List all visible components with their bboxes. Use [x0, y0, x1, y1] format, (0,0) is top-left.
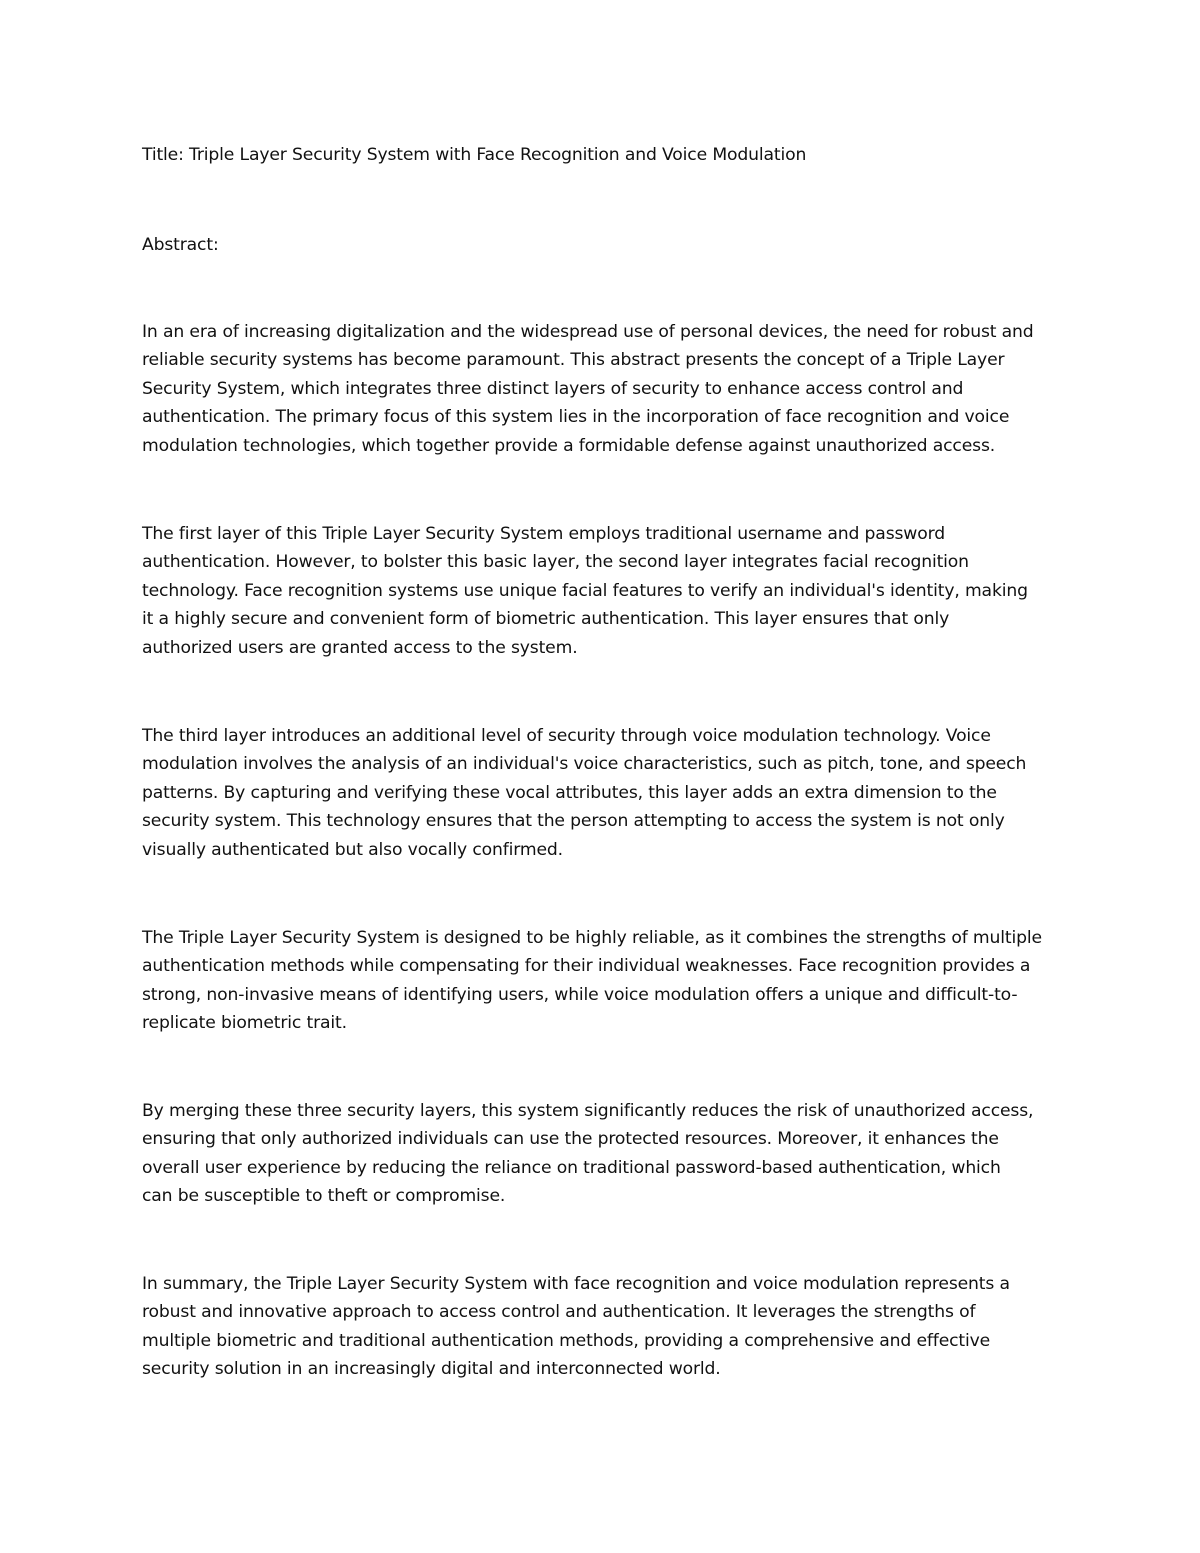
paragraph-2	[142, 520, 1072, 662]
paragraph-line: modulation technologies, which together provide a formidable defense against unauthorized access.	[142, 435, 996, 456]
abstract-heading: Abstract:	[142, 235, 219, 255]
paragraph-line: authentication methods while compensating for their individual weaknesses. Face recognition provides a	[142, 956, 1031, 977]
paragraph-line: robust and innovative approach to access control and authentication. It leverages the strengths of	[142, 1302, 976, 1323]
paragraph-line: replicate biometric trait.	[142, 1013, 347, 1034]
paragraph-4	[142, 924, 1072, 1038]
paragraph-line: authentication. The primary focus of this system lies in the incorporation of face recognition and voice	[142, 407, 1010, 428]
paragraph-line: In an era of increasing digitalization and the widespread use of personal devices, the need for robust and	[142, 322, 1034, 342]
paragraph-line: security solution in an increasingly digital and interconnected world.	[142, 1359, 721, 1380]
paragraph-line: ensuring that only authorized individuals can use the protected resources. Moreover, it enhances the	[142, 1129, 999, 1150]
paragraph-line: authentication. However, to bolster this basic layer, the second layer integrates facial recognition	[142, 552, 969, 573]
paragraph-5	[142, 1097, 1072, 1211]
paragraph-line: patterns. By capturing and verifying these vocal attributes, this layer adds an extra dimension to the	[142, 782, 997, 803]
paragraph-line: strong, non-invasive means of identifying users, while voice modulation offers a unique and difficult-to-	[142, 984, 1018, 1005]
paragraph-line: multiple biometric and traditional authentication methods, providing a comprehensive and effective	[142, 1330, 991, 1351]
paragraph-line: technology. Face recognition systems use unique facial features to verify an individual's identity, making	[142, 580, 1028, 601]
document-title: Title: Triple Layer Security System with Face Recognition and Voice Modulation	[142, 145, 807, 165]
paragraph-line: The third layer introduces an additional level of security through voice modulation technology. Voice	[142, 726, 991, 746]
paragraph-line: visually authenticated but also vocally confirmed.	[142, 839, 563, 860]
paragraph-line: By merging these three security layers, this system significantly reduces the risk of unauthorized access,	[142, 1101, 1034, 1121]
paragraph-6	[142, 1270, 1072, 1384]
paragraph-line: reliable security systems has become paramount. This abstract presents the concept of a Triple Layer	[142, 350, 1005, 371]
paragraph-line: Security System, which integrates three distinct layers of security to enhance access control and	[142, 378, 964, 399]
paragraph-line: authorized users are granted access to the system.	[142, 637, 578, 658]
paragraph-line: can be susceptible to theft or compromise.	[142, 1186, 506, 1207]
paragraph-line: The first layer of this Triple Layer Security System employs traditional username and password	[142, 524, 945, 544]
paragraph-line: modulation involves the analysis of an individual's voice characteristics, such as pitch, tone, and speech	[142, 754, 1027, 775]
paragraph-line: The Triple Layer Security System is designed to be highly reliable, as it combines the strengths of multiple	[142, 928, 1042, 948]
paragraph-line: In summary, the Triple Layer Security System with face recognition and voice modulation represents a	[142, 1274, 1010, 1294]
paragraph-line: it a highly secure and convenient form of biometric authentication. This layer ensures that only	[142, 609, 950, 630]
paragraph-3	[142, 722, 1072, 864]
paragraph-line: overall user experience by reducing the reliance on traditional password-based authentication, which	[142, 1157, 1001, 1178]
paragraph-line: security system. This technology ensures that the person attempting to access the system is not only	[142, 811, 1005, 832]
paragraph-1	[142, 318, 1072, 460]
